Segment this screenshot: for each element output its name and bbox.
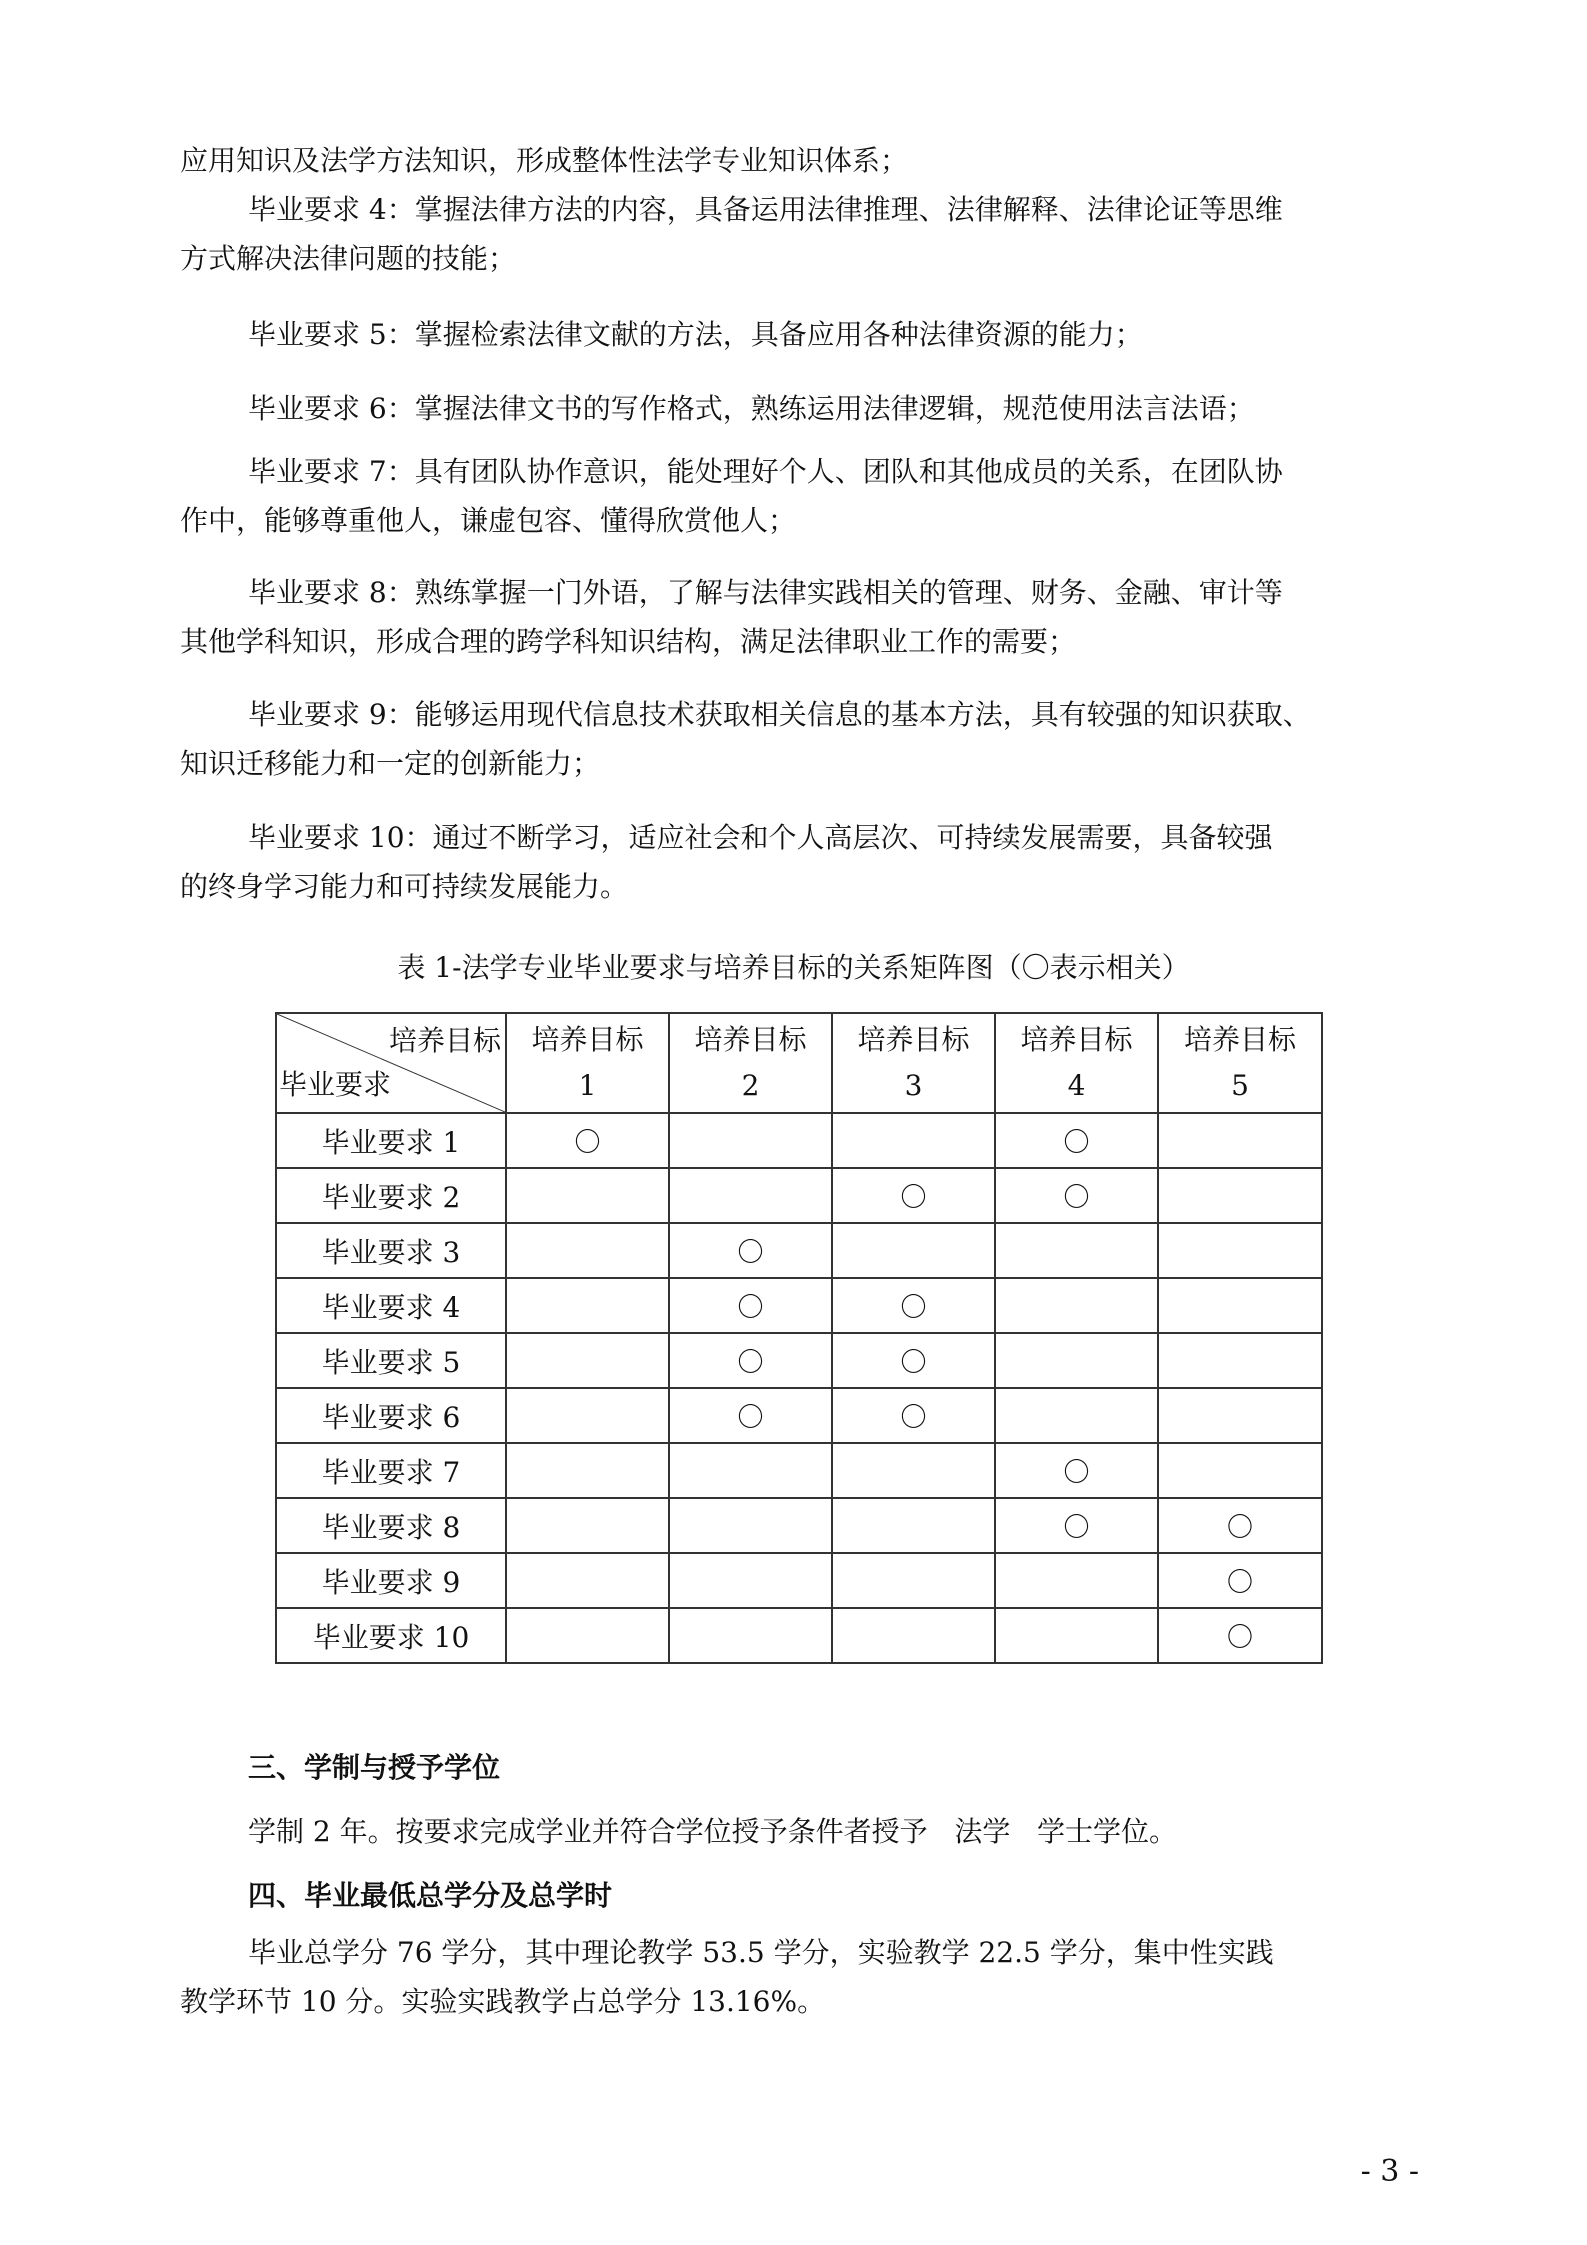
relation-mark-cell: 〇	[506, 1113, 669, 1168]
table-header-row	[276, 1013, 1322, 1113]
empty-cell	[669, 1553, 832, 1608]
empty-cell	[669, 1498, 832, 1553]
corner-label-requirements: 毕业要求	[279, 1068, 392, 1101]
empty-cell	[832, 1608, 995, 1663]
column-header-number: 5	[1231, 1069, 1249, 1102]
requirements-matrix-table	[275, 1012, 1323, 1664]
table-row	[276, 1333, 1322, 1388]
corner-header-cell	[276, 1013, 506, 1113]
column-header	[506, 1013, 669, 1113]
empty-cell	[669, 1608, 832, 1663]
relation-mark-cell: 〇	[1158, 1608, 1322, 1663]
text-line: 的终身学习能力和可持续发展能力。	[180, 870, 629, 903]
relation-mark-cell: 〇	[995, 1113, 1158, 1168]
row-header-cell: 毕业要求 4	[276, 1278, 506, 1333]
empty-cell	[1158, 1443, 1322, 1498]
empty-cell	[1158, 1278, 1322, 1333]
paragraph-credits	[180, 1928, 1410, 2026]
column-header-number: 2	[741, 1069, 760, 1102]
relation-mark-cell: 〇	[832, 1388, 995, 1443]
empty-cell	[669, 1443, 832, 1498]
column-header	[995, 1013, 1158, 1113]
empty-cell	[832, 1113, 995, 1168]
row-header-cell: 毕业要求 1	[276, 1113, 506, 1168]
empty-cell	[832, 1498, 995, 1553]
text-line: 方式解决法律问题的技能；	[180, 242, 517, 275]
empty-cell	[506, 1388, 669, 1443]
row-header-cell: 毕业要求 5	[276, 1333, 506, 1388]
empty-cell	[995, 1388, 1158, 1443]
relation-mark-cell: 〇	[995, 1498, 1158, 1553]
paragraph-requirement-9	[180, 690, 1410, 788]
row-header-cell: 毕业要求 8	[276, 1498, 506, 1553]
table-row	[276, 1223, 1322, 1278]
table-row	[276, 1388, 1322, 1443]
relation-mark-cell: 〇	[832, 1278, 995, 1333]
column-header-title: 培养目标	[857, 1023, 970, 1056]
column-header	[669, 1013, 832, 1113]
table-row	[276, 1553, 1322, 1608]
empty-cell	[995, 1333, 1158, 1388]
empty-cell	[832, 1553, 995, 1608]
page-number: - 3 -	[1360, 2154, 1419, 2189]
empty-cell	[1158, 1388, 1322, 1443]
table-row	[276, 1168, 1322, 1223]
column-header-title: 培养目标	[1183, 1023, 1296, 1056]
paragraph-requirement-8	[180, 568, 1410, 666]
column-header-title: 培养目标	[1020, 1023, 1133, 1056]
row-header-cell: 毕业要求 2	[276, 1168, 506, 1223]
empty-cell	[506, 1608, 669, 1663]
empty-cell	[995, 1278, 1158, 1333]
paragraph-requirement-7	[180, 447, 1410, 545]
text-line: 毕业要求 4：掌握法律方法的内容，具备运用法律推理、法律解释、法律论证等思维	[248, 193, 1283, 226]
text-line: 毕业要求 8：熟练掌握一门外语，了解与法律实践相关的管理、财务、金融、审计等	[248, 576, 1283, 609]
row-header-cell: 毕业要求 6	[276, 1388, 506, 1443]
paragraph-requirement-10	[180, 813, 1410, 911]
row-header-cell: 毕业要求 9	[276, 1553, 506, 1608]
text-line: 知识迁移能力和一定的创新能力；	[180, 747, 601, 780]
relation-mark-cell: 〇	[669, 1278, 832, 1333]
empty-cell	[506, 1498, 669, 1553]
empty-cell	[1158, 1333, 1322, 1388]
section-heading-degree: 三、学制与授予学位	[248, 1751, 501, 1784]
relation-mark-cell: 〇	[1158, 1553, 1322, 1608]
column-header-title: 培养目标	[531, 1023, 644, 1056]
relation-mark-cell: 〇	[995, 1443, 1158, 1498]
paragraph-continuation	[180, 136, 1410, 185]
relation-mark-cell: 〇	[1158, 1498, 1322, 1553]
paragraph-degree: 学制 2 年。按要求完成学业并符合学位授予条件者授予 法学 学士学位。	[248, 1815, 1178, 1848]
relation-mark-cell: 〇	[995, 1168, 1158, 1223]
paragraph-requirement-6	[180, 384, 1410, 433]
empty-cell	[832, 1443, 995, 1498]
text-line: 毕业总学分 76 学分，其中理论教学 53.5 学分，实验教学 22.5 学分，集中性实践	[248, 1936, 1274, 1969]
empty-cell	[1158, 1223, 1322, 1278]
text-line: 毕业要求 10：通过不断学习，适应社会和个人高层次、可持续发展需要，具备较强	[248, 821, 1273, 854]
table-row	[276, 1113, 1322, 1168]
empty-cell	[506, 1333, 669, 1388]
empty-cell	[1158, 1168, 1322, 1223]
section-heading-credits: 四、毕业最低总学分及总学时	[248, 1879, 613, 1912]
empty-cell	[506, 1553, 669, 1608]
empty-cell	[995, 1608, 1158, 1663]
text-line: 作中，能够尊重他人，谦虚包容、懂得欣赏他人；	[180, 504, 797, 537]
text-line: 应用知识及法学方法知识，形成整体性法学专业知识体系；	[180, 144, 909, 177]
table-body	[276, 1113, 1322, 1663]
relation-mark-cell: 〇	[832, 1168, 995, 1223]
row-header-cell: 毕业要求 3	[276, 1223, 506, 1278]
relation-mark-cell: 〇	[669, 1223, 832, 1278]
relation-mark-cell: 〇	[669, 1333, 832, 1388]
relation-mark-cell: 〇	[669, 1388, 832, 1443]
column-header	[832, 1013, 995, 1113]
text-line: 教学环节 10 分。实验实践教学占总学分 13.16%。	[180, 1985, 826, 2018]
column-header-number: 1	[578, 1069, 597, 1102]
table-row	[276, 1443, 1322, 1498]
empty-cell	[669, 1168, 832, 1223]
table-row	[276, 1498, 1322, 1553]
empty-cell	[506, 1223, 669, 1278]
text-line: 毕业要求 9：能够运用现代信息技术获取相关信息的基本方法，具有较强的知识获取、	[248, 698, 1311, 731]
empty-cell	[669, 1113, 832, 1168]
column-header-title: 培养目标	[694, 1023, 807, 1056]
row-header-cell: 毕业要求 7	[276, 1443, 506, 1498]
text-line: 毕业要求 5：掌握检索法律文献的方法，具备应用各种法律资源的能力；	[248, 318, 1143, 351]
table-row	[276, 1278, 1322, 1333]
empty-cell	[506, 1168, 669, 1223]
empty-cell	[506, 1278, 669, 1333]
empty-cell	[1158, 1113, 1322, 1168]
column-header-number: 4	[1067, 1069, 1086, 1102]
paragraph-requirement-5	[180, 310, 1410, 359]
paragraph-requirement-4	[180, 185, 1410, 283]
corner-label-goals: 培养目标	[388, 1024, 501, 1057]
table-row	[276, 1608, 1322, 1663]
text-line: 毕业要求 7：具有团队协作意识，能处理好个人、团队和其他成员的关系，在团队协	[248, 455, 1283, 488]
table-caption: 表 1-法学专业毕业要求与培养目标的关系矩阵图（〇表示相关）	[397, 951, 1190, 984]
empty-cell	[832, 1223, 995, 1278]
column-header	[1158, 1013, 1322, 1113]
empty-cell	[995, 1553, 1158, 1608]
relation-mark-cell: 〇	[832, 1333, 995, 1388]
empty-cell	[506, 1443, 669, 1498]
empty-cell	[995, 1223, 1158, 1278]
column-header-number: 3	[904, 1069, 923, 1102]
text-line: 其他学科知识，形成合理的跨学科知识结构，满足法律职业工作的需要；	[180, 625, 1077, 658]
text-line: 毕业要求 6：掌握法律文书的写作格式，熟练运用法律逻辑，规范使用法言法语；	[248, 392, 1255, 425]
row-header-cell: 毕业要求 10	[276, 1608, 506, 1663]
